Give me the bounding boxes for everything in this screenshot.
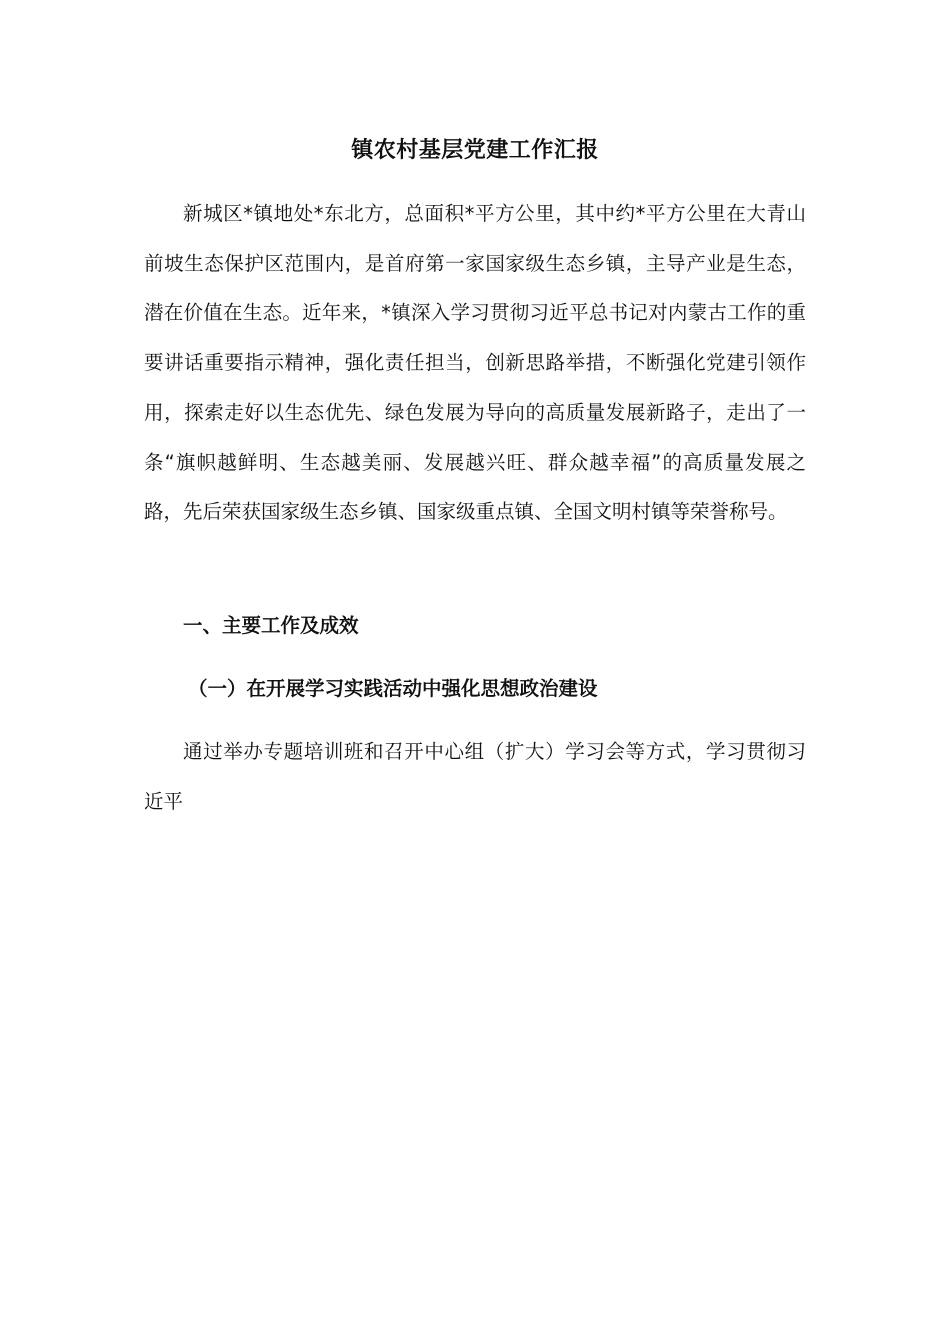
subsection-paragraph: 通过举办专题培训班和召开中心组（扩大）学习会等方式，学习贯彻习近平	[144, 740, 806, 813]
section-heading: 一、主要工作及成效	[183, 614, 359, 637]
document-title: 镇农村基层党建工作汇报	[351, 138, 599, 163]
intro-paragraph: 新城区*镇地处*东北方，总面积*平方公里，其中约*平方公里在大青山前坡生态保护区范围内，是首府第一家国家级生态乡镇，主导产业是生态，潜在价值在生态。近年来，*镇深入学习贯彻习近平总书记对内蒙古工作的重要讲话重要指示精神，强化责任担当，创新思路举措，不断强化党建引领作用，探索走好以生态优先、绿色发展为导向的高质量发展新路子，走出了一条“旗帜越鲜明、生态越美丽、发展越兴旺、群众越幸福”的高质量发展之路，先后荣获国家级生态乡镇、国家级重点镇、全国文明村镇等荣誉称号。	[144, 202, 806, 524]
subsection-heading: （一）在开展学习实践活动中强化思想政治建设	[188, 677, 598, 700]
